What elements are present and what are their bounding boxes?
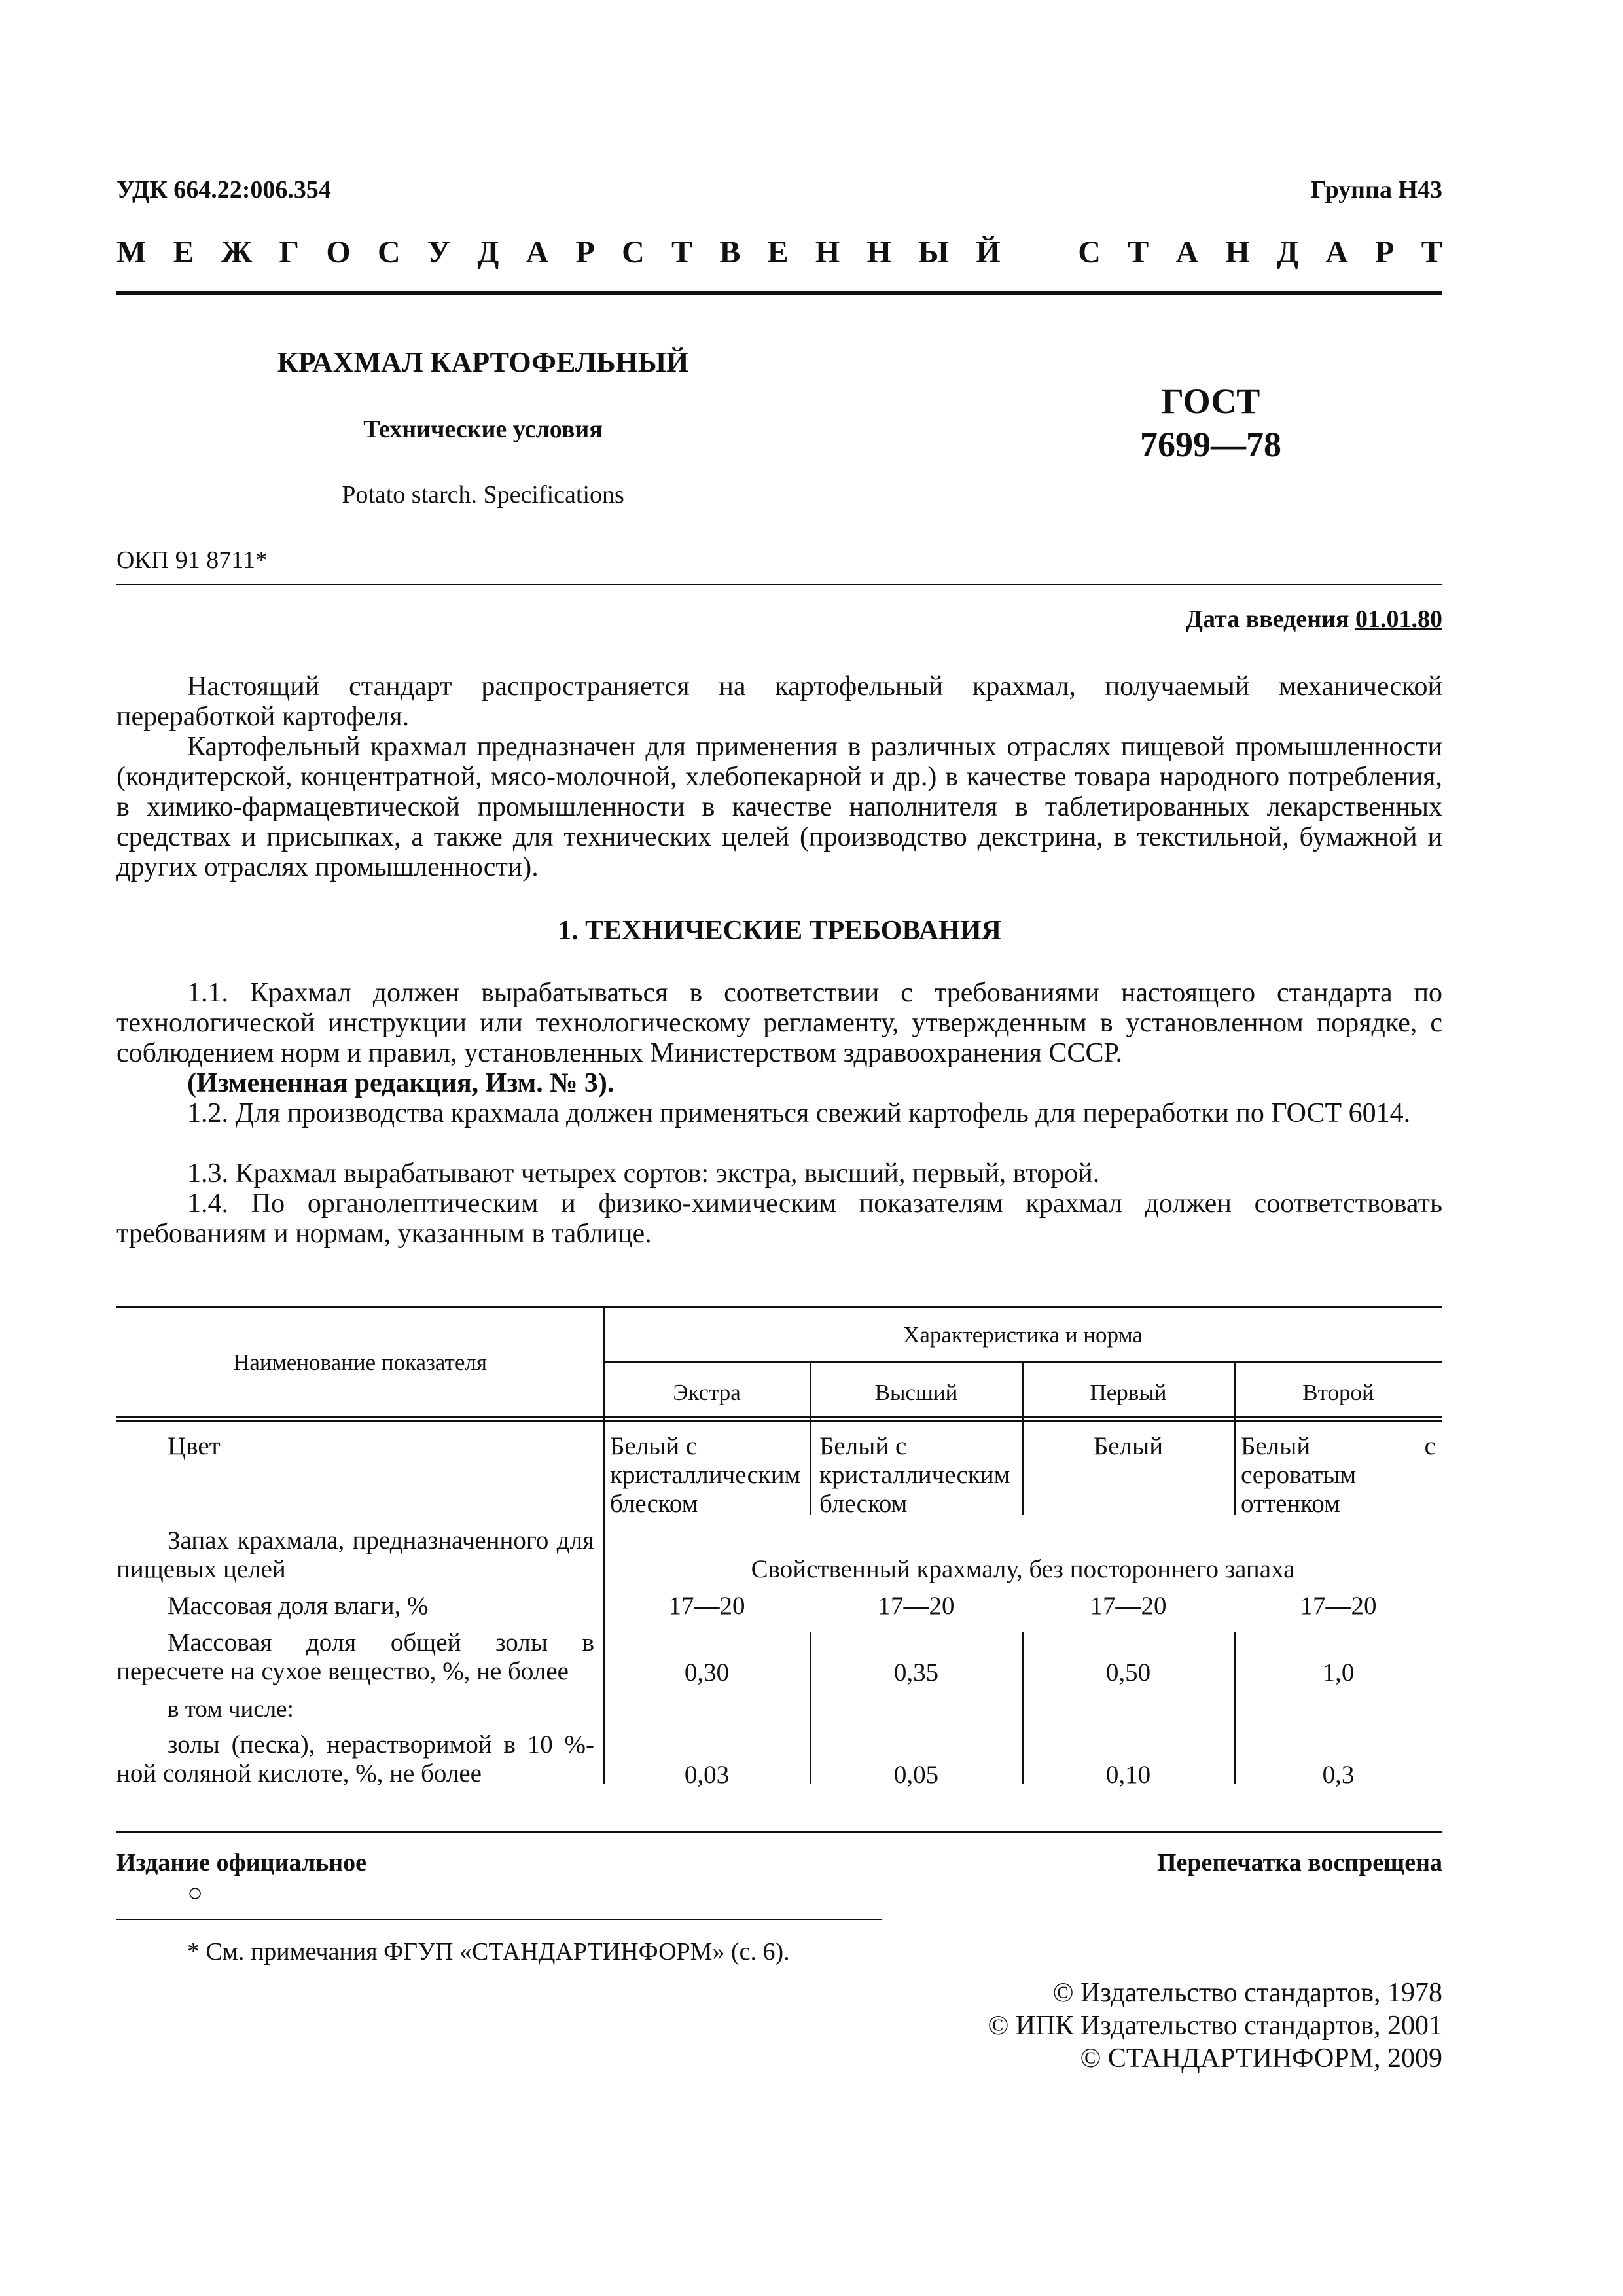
footer-rule xyxy=(116,1831,1442,1833)
banner-letter: А xyxy=(526,235,549,270)
banner-letter: А xyxy=(1325,235,1348,270)
interstate-standard-banner xyxy=(116,234,1442,270)
column-header-grade: Экстра xyxy=(673,1380,741,1405)
column-header-grade: Первый xyxy=(1090,1380,1167,1405)
banner-letter: Е xyxy=(173,235,194,270)
table-cell: 0,30 xyxy=(684,1659,730,1687)
document-subtitle: Технические условия xyxy=(363,416,603,443)
banner-letter: С xyxy=(1078,235,1101,270)
row-label-ash: Массовая доля общей золы в пересчете на сухое вещество, %, не более xyxy=(116,1628,594,1685)
footnote-rule xyxy=(116,1919,882,1920)
banner-letter: С xyxy=(377,235,401,270)
table-cell: 0,10 xyxy=(1105,1761,1151,1789)
table-cell: 0,03 xyxy=(684,1761,730,1789)
table-cell: 0,35 xyxy=(893,1659,939,1687)
banner-letter: Ж xyxy=(221,235,253,270)
banner-letter: Й xyxy=(976,235,1001,270)
table-header-rule xyxy=(116,1416,1442,1418)
column-header-grade: Второй xyxy=(1302,1380,1374,1405)
banner-letter: Т xyxy=(1421,235,1442,270)
table-cell: 0,05 xyxy=(893,1761,939,1789)
banner-letter: А xyxy=(1175,235,1199,270)
banner-letter: Д xyxy=(477,235,499,270)
header-rule xyxy=(116,291,1442,295)
table-cell: Белый с сероватым оттенком xyxy=(1241,1432,1436,1518)
row-label-color: Цвет xyxy=(168,1432,221,1460)
banner-letter: Р xyxy=(1375,235,1395,270)
intro-paragraph: Настоящий стандарт распространяется на картофельный крахмал, получаемый механической переработкой картофеля. xyxy=(116,672,1442,732)
banner-letter: Г xyxy=(279,235,300,270)
intro-date-label: Дата введения xyxy=(1185,605,1355,633)
banner-letter: У xyxy=(427,235,451,270)
footnote: * См. примечания ФГУП «СТАНДАРТИНФОРМ» (с. 6). xyxy=(187,1938,790,1965)
intro-date xyxy=(1186,605,1442,634)
banner-letter: С xyxy=(622,235,645,270)
table-cell: 0,3 xyxy=(1322,1761,1355,1789)
table-cell: 17—20 xyxy=(878,1592,955,1620)
table-cell-merged: Свойственный крахмалу, без постороннего запаха xyxy=(751,1555,1295,1583)
banner-letter: Т xyxy=(1128,235,1149,270)
table-cell: Белый с кристаллическим блеском xyxy=(610,1432,801,1518)
clause-1-1: 1.1. Крахмал должен вырабатываться в соответствии с требованиями настоящего стандарта по технологической инструкции или технологическому регламенту, утвержденным в установленном порядке, с соблюдением норм и правил, установленных Министерством здравоохранения СССР. xyxy=(116,978,1442,1068)
gost-designation xyxy=(1113,380,1309,466)
column-header-name: Наименование показателя xyxy=(233,1350,487,1375)
table-header-rule-double xyxy=(116,1420,1442,1422)
banner-letter: Т xyxy=(671,235,693,270)
okp-code: ОКП 91 8711* xyxy=(116,547,268,574)
copyright-line: © ИПК Издательство стандартов, 2001 xyxy=(988,2011,1442,2041)
udk-code: УДК 664.22:006.354 xyxy=(116,176,331,204)
row-label-including: в том числе: xyxy=(168,1696,294,1723)
row-label-smell: Запах крахмала, предназначенного для пищевых целей xyxy=(116,1526,594,1583)
column-group-header: Характеристика и норма xyxy=(903,1322,1143,1348)
banner-letter: Н xyxy=(866,235,891,270)
clause-1-1-note: (Измененная редакция, Изм. № 3). xyxy=(187,1068,615,1098)
banner-letter: М xyxy=(116,235,147,270)
banner-gap xyxy=(1027,234,1051,270)
gost-number: 7699—78 xyxy=(1140,425,1281,464)
banner-letter: Н xyxy=(1225,235,1250,270)
banner-letter: Р xyxy=(575,235,595,270)
copyright-line: © СТАНДАРТИНФОРМ, 2009 xyxy=(1080,2043,1442,2073)
banner-letter: О xyxy=(326,235,351,270)
document-title: КРАХМАЛ КАРТОФЕЛЬНЫЙ xyxy=(277,346,689,378)
table-top-rule xyxy=(116,1306,1442,1308)
reprint-prohibited: Перепечатка воспрещена xyxy=(1156,1849,1442,1876)
okp-rule xyxy=(116,584,1442,585)
row-label-sand: золы (песка), нерастворимой в 10 %-ной соляной кислоте, %, не более xyxy=(116,1731,594,1787)
official-edition: Издание официальное xyxy=(116,1849,367,1876)
table-cell: 17—20 xyxy=(1090,1592,1167,1620)
table-cell: 17—20 xyxy=(668,1592,745,1620)
clause-1-2: 1.2. Для производства крахмала должен применяться свежий картофель для переработки по ГОСТ 6014. xyxy=(187,1098,1411,1128)
table-cell: 0,50 xyxy=(1105,1659,1151,1687)
intro-paragraph: Картофельный крахмал предназначен для применения в различных отраслях пищевой промышленности (кондитерской, концентратной, мясо-молочной, хлебопекарной и др.) в качестве товара народного потребления, в химико-фармацевтической промышленности в качестве наполнителя в таблетированных лекарственных средствах и присыпках, а также для технических целей (производство декстрина, в текстильной, бумажной и других отраслях промышленности). xyxy=(116,732,1442,882)
table-cell: Белый с кристаллическим блеском xyxy=(819,1432,1010,1518)
clause-1-4: 1.4. По органолептическим и физико-химическим показателям крахмал должен соответствовать требованиям и нормам, указанным в таблице. xyxy=(116,1189,1442,1249)
section-title: 1. ТЕХНИЧЕСКИЕ ТРЕБОВАНИЯ xyxy=(558,916,1001,946)
copyright-block xyxy=(720,1977,1442,2075)
banner-letter: В xyxy=(719,235,741,270)
clause-1-3: 1.3. Крахмал вырабатывают четырех сортов: экстра, высший, первый, второй. xyxy=(187,1158,1100,1189)
table-cell: 17—20 xyxy=(1300,1592,1377,1620)
row-label-moisture: Массовая доля влаги, % xyxy=(168,1592,429,1620)
intro-date-value: 01.01.80 xyxy=(1355,605,1442,633)
column-header-grade: Высший xyxy=(874,1380,958,1405)
table-cell: Белый xyxy=(1093,1432,1164,1460)
copyright-line: © Издательство стандартов, 1978 xyxy=(1052,1978,1442,2008)
banner-letter: Ы xyxy=(918,235,950,270)
circle-mark: ○ xyxy=(187,1878,204,1907)
gost-label: ГОСТ xyxy=(1161,382,1260,421)
banner-letter: Д xyxy=(1276,235,1298,270)
table-cell: 1,0 xyxy=(1322,1659,1355,1687)
banner-letter: Е xyxy=(767,235,789,270)
banner-letter: Н xyxy=(815,235,840,270)
specifications-table xyxy=(116,1306,1442,1791)
group-code: Группа Н43 xyxy=(1310,176,1442,204)
english-title: Potato starch. Specifications xyxy=(342,481,624,509)
